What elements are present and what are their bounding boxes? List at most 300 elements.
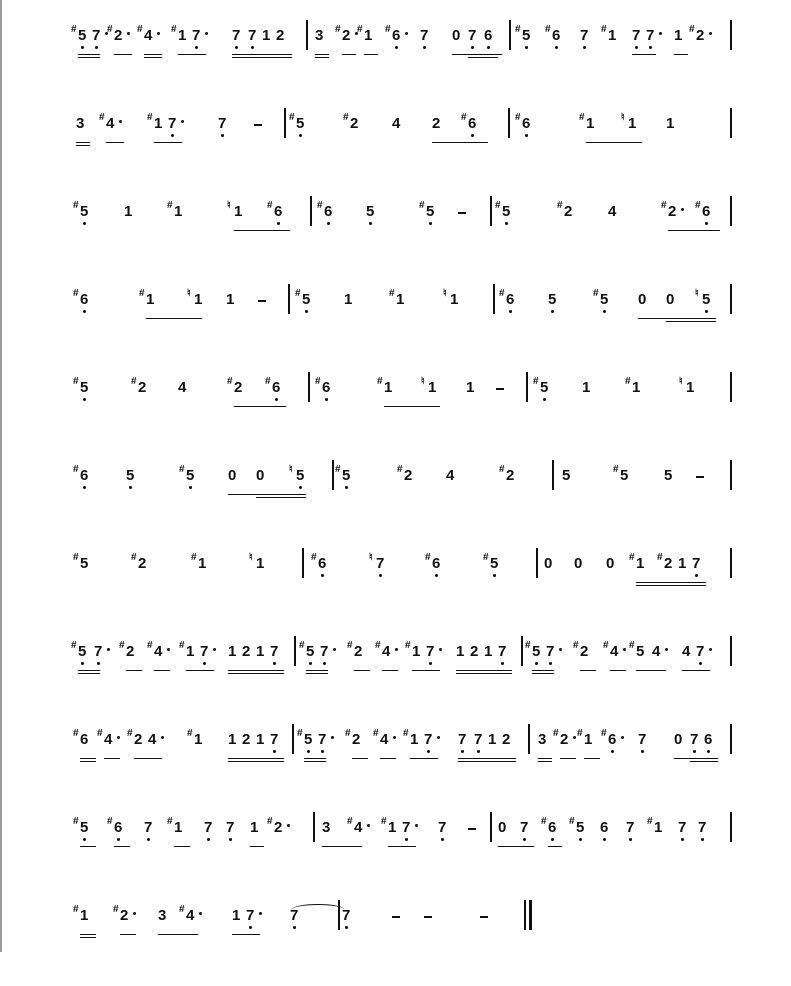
duration-underline <box>410 758 438 759</box>
sharp-sign: # <box>661 200 667 211</box>
note-digit: 7 <box>426 643 435 660</box>
note-digit: 4 <box>106 115 115 132</box>
extension-dash <box>392 916 400 918</box>
note-digit: 7 <box>144 819 153 836</box>
note-digit: 6 <box>506 291 515 308</box>
lower-octave-dot <box>543 398 546 401</box>
duration-underline <box>232 54 292 55</box>
lower-octave-dot <box>427 750 430 753</box>
note-digit: 7 <box>290 907 299 924</box>
barline <box>730 724 732 754</box>
duration-underline <box>178 54 206 55</box>
natural-sign: ♮ <box>369 552 373 563</box>
augmentation-dot <box>395 648 398 651</box>
natural-sign: ♮ <box>187 288 191 299</box>
augmentation-dot <box>133 912 136 915</box>
sharp-sign: # <box>603 640 609 651</box>
lower-octave-dot <box>471 134 474 137</box>
note-digit: 1 <box>228 643 237 660</box>
note-digit: 1 <box>654 819 663 836</box>
note-digit: 5 <box>80 819 89 836</box>
augmentation-dot <box>621 736 624 739</box>
note-digit: 5 <box>576 819 585 836</box>
lower-octave-dot <box>505 222 508 225</box>
sharp-sign: # <box>147 112 153 123</box>
sharp-sign: # <box>397 464 403 475</box>
sharp-sign: # <box>577 728 583 739</box>
note-digit: 0 <box>638 291 647 308</box>
duration-underline <box>315 57 329 58</box>
note-digit: 6 <box>272 379 281 396</box>
note-digit: 4 <box>148 731 157 748</box>
augmentation-dot <box>213 648 216 651</box>
sharp-sign: # <box>515 112 521 123</box>
note-digit: 0 <box>498 819 507 836</box>
extension-dash <box>468 828 476 830</box>
barline <box>526 372 528 402</box>
note-digit: 4 <box>186 907 195 924</box>
note-digit: 2 <box>242 643 251 660</box>
note-digit: 5 <box>540 379 549 396</box>
duration-underline <box>322 846 362 847</box>
note-digit: 6 <box>392 27 401 44</box>
duration-underline <box>114 846 130 847</box>
duration-underline <box>76 142 90 143</box>
note-digit: 4 <box>354 819 363 836</box>
duration-underline <box>458 761 516 762</box>
note-digit: 1 <box>226 291 235 308</box>
duration-underline <box>76 145 90 146</box>
lower-octave-dot <box>221 134 224 137</box>
lower-octave-dot <box>273 662 276 665</box>
sharp-sign: # <box>347 816 353 827</box>
augmentation-dot <box>573 736 576 739</box>
lower-octave-dot <box>129 486 132 489</box>
extension-dash <box>496 388 504 390</box>
duration-underline <box>106 142 124 143</box>
lower-octave-dot <box>203 662 206 665</box>
lower-octave-dot <box>435 574 438 577</box>
duration-underline <box>256 497 306 498</box>
note-digit: 4 <box>610 643 619 660</box>
note-digit: 6 <box>274 203 283 220</box>
sharp-sign: # <box>557 200 563 211</box>
duration-underline <box>144 57 162 58</box>
lower-octave-dot <box>611 750 614 753</box>
sharp-sign: # <box>347 640 353 651</box>
augmentation-dot <box>181 120 184 123</box>
duration-underline <box>174 846 190 847</box>
duration-underline <box>228 758 284 759</box>
note-digit: 4 <box>104 731 113 748</box>
duration-underline <box>234 406 286 407</box>
sharp-sign: # <box>357 24 363 35</box>
augmentation-dot <box>709 32 712 35</box>
note-digit: 6 <box>322 379 331 396</box>
note-digit: 7 <box>232 27 241 44</box>
sharp-sign: # <box>335 464 341 475</box>
note-digit: 5 <box>80 555 89 572</box>
sharp-sign: # <box>569 816 575 827</box>
duration-underline <box>186 670 214 671</box>
score-system-3 <box>70 200 735 282</box>
barline <box>521 636 523 666</box>
sharp-sign: # <box>99 112 105 123</box>
note-digit: 5 <box>78 643 87 660</box>
note-digit: 6 <box>522 115 531 132</box>
note-digit: 1 <box>632 379 641 396</box>
lower-octave-dot <box>277 222 280 225</box>
duration-underline <box>580 670 596 671</box>
note-digit: 4 <box>382 643 391 660</box>
note-digit: 4 <box>682 643 691 660</box>
augmentation-dot <box>199 912 202 915</box>
sharp-sign: # <box>73 464 79 475</box>
augmentation-dot <box>559 648 562 651</box>
sharp-sign: # <box>73 288 79 299</box>
lower-octave-dot <box>477 750 480 753</box>
duration-underline <box>146 318 202 319</box>
note-digit: 6 <box>608 731 617 748</box>
note-digit: 0 <box>452 27 461 44</box>
note-digit: 1 <box>636 555 645 572</box>
barline <box>730 20 732 50</box>
duration-underline <box>384 406 440 407</box>
note-digit: 7 <box>546 643 555 660</box>
note-digit: 4 <box>652 643 661 660</box>
duration-underline <box>315 54 329 55</box>
note-digit: 1 <box>174 203 183 220</box>
natural-sign: ♮ <box>421 376 425 387</box>
note-digit: 7 <box>580 27 589 44</box>
lower-octave-dot <box>309 662 312 665</box>
note-digit: 7 <box>638 731 647 748</box>
note-digit: 2 <box>580 643 589 660</box>
sharp-sign: # <box>311 552 317 563</box>
sharp-sign: # <box>179 640 185 651</box>
lower-octave-dot <box>535 662 538 665</box>
barline <box>294 636 296 666</box>
lower-octave-dot <box>189 486 192 489</box>
lower-octave-dot <box>321 574 324 577</box>
lower-octave-dot <box>171 134 174 137</box>
note-digit: 3 <box>538 731 547 748</box>
barline <box>730 812 732 842</box>
duration-underline <box>538 758 552 759</box>
note-digit: 1 <box>666 115 675 132</box>
duration-underline <box>228 494 306 495</box>
lower-octave-dot <box>299 134 302 137</box>
note-digit: 6 <box>432 555 441 572</box>
lower-octave-dot <box>549 662 552 665</box>
sharp-sign: # <box>97 728 103 739</box>
lower-octave-dot <box>273 750 276 753</box>
lower-octave-dot <box>583 46 586 49</box>
note-digit: 2 <box>138 379 147 396</box>
note-digit: 7 <box>94 643 103 660</box>
lower-octave-dot <box>299 486 302 489</box>
note-digit: 0 <box>574 555 583 572</box>
note-digit: 1 <box>466 379 475 396</box>
note-digit: 7 <box>342 907 351 924</box>
duration-underline <box>532 670 554 671</box>
note-digit: 5 <box>702 291 711 308</box>
note-digit: 5 <box>532 643 541 660</box>
duration-underline <box>306 673 328 674</box>
note-digit: 2 <box>564 203 573 220</box>
augmentation-dot <box>127 32 130 35</box>
barline <box>730 372 732 402</box>
augmentation-dot <box>157 32 160 35</box>
lower-octave-dot <box>525 46 528 49</box>
barline <box>288 284 290 314</box>
note-digit: 1 <box>178 27 187 44</box>
note-digit: 1 <box>384 379 393 396</box>
sharp-sign: # <box>495 200 501 211</box>
note-digit: 6 <box>548 819 557 836</box>
barline <box>284 108 286 138</box>
duration-underline <box>586 142 642 143</box>
sharp-sign: # <box>499 288 505 299</box>
note-digit: 7 <box>520 819 529 836</box>
note-digit: 7 <box>168 115 177 132</box>
lower-octave-dot <box>307 750 310 753</box>
note-digit: 2 <box>506 467 515 484</box>
barline <box>509 20 511 50</box>
note-digit: 6 <box>114 819 123 836</box>
lower-octave-dot <box>249 926 252 929</box>
duration-underline <box>80 846 96 847</box>
lower-octave-dot <box>705 222 708 225</box>
note-digit: 5 <box>502 203 511 220</box>
note-digit: 1 <box>262 27 271 44</box>
duration-underline <box>636 585 706 586</box>
duration-underline <box>304 758 326 759</box>
barline <box>730 460 732 490</box>
note-digit: 7 <box>498 643 507 660</box>
final-barline-thin <box>524 900 526 930</box>
score-system-4 <box>70 288 735 370</box>
extension-dash <box>254 124 262 126</box>
final-barline-thick <box>529 900 532 930</box>
lower-octave-dot <box>207 838 210 841</box>
augmentation-dot <box>119 120 122 123</box>
lower-octave-dot <box>579 838 582 841</box>
sharp-sign: # <box>167 200 173 211</box>
note-digit: 0 <box>228 467 237 484</box>
barline <box>552 460 554 490</box>
note-digit: 2 <box>696 27 705 44</box>
note-digit: 1 <box>146 291 155 308</box>
score-system-1 <box>70 24 735 106</box>
sharp-sign: # <box>179 464 185 475</box>
lower-octave-dot <box>369 222 372 225</box>
sharp-sign: # <box>107 24 113 35</box>
duration-underline <box>666 321 716 322</box>
lower-octave-dot <box>97 662 100 665</box>
note-digit: 7 <box>226 819 235 836</box>
sharp-sign: # <box>137 24 143 35</box>
note-digit: 5 <box>664 467 673 484</box>
duration-underline <box>228 761 284 762</box>
page-left-edge <box>0 0 2 952</box>
augmentation-dot <box>659 32 662 35</box>
augmentation-dot <box>333 648 336 651</box>
note-digit: 1 <box>628 115 637 132</box>
sharp-sign: # <box>131 376 137 387</box>
note-digit: 1 <box>396 291 405 308</box>
sharp-sign: # <box>345 728 351 739</box>
barline <box>332 460 334 490</box>
natural-sign: ♮ <box>695 288 699 299</box>
note-digit: 7 <box>698 819 707 836</box>
lower-octave-dot <box>493 574 496 577</box>
barline <box>292 724 294 754</box>
note-digit: 6 <box>80 467 89 484</box>
lower-octave-dot <box>429 662 432 665</box>
note-digit: 2 <box>242 731 251 748</box>
lower-octave-dot <box>701 838 704 841</box>
duration-underline <box>452 54 502 55</box>
duration-underline <box>432 142 488 143</box>
tie-arc <box>292 904 344 915</box>
note-digit: 5 <box>80 203 89 220</box>
duration-underline <box>80 758 96 759</box>
sharp-sign: # <box>167 816 173 827</box>
duration-underline <box>354 670 370 671</box>
sharp-sign: # <box>127 728 133 739</box>
lower-octave-dot <box>629 838 632 841</box>
note-digit: 1 <box>584 731 593 748</box>
sharp-sign: # <box>593 288 599 299</box>
note-digit: 5 <box>296 115 305 132</box>
barline <box>493 284 495 314</box>
lower-octave-dot <box>117 838 120 841</box>
lower-octave-dot <box>235 46 238 49</box>
augmentation-dot <box>167 648 170 651</box>
note-digit: 6 <box>318 555 327 572</box>
lower-octave-dot <box>487 46 490 49</box>
lower-octave-dot <box>327 222 330 225</box>
augmentation-dot <box>393 736 396 739</box>
note-digit: 6 <box>80 731 89 748</box>
lower-octave-dot <box>195 46 198 49</box>
natural-sign: ♮ <box>443 288 447 299</box>
lower-octave-dot <box>551 310 554 313</box>
note-digit: 7 <box>92 27 101 44</box>
barline <box>730 636 732 666</box>
note-digit: 4 <box>392 115 401 132</box>
sharp-sign: # <box>299 640 305 651</box>
barline <box>306 20 308 50</box>
duration-underline <box>668 230 720 231</box>
note-digit: 1 <box>344 291 353 308</box>
note-digit: 7 <box>420 27 429 44</box>
note-digit: 7 <box>320 643 329 660</box>
sharp-sign: # <box>377 376 383 387</box>
note-digit: 1 <box>174 819 183 836</box>
note-digit: 7 <box>270 731 279 748</box>
sharp-sign: # <box>373 728 379 739</box>
sharp-sign: # <box>71 640 77 651</box>
note-digit: 7 <box>468 27 477 44</box>
note-digit: 2 <box>276 27 285 44</box>
duration-underline <box>690 761 718 762</box>
duration-underline <box>674 758 718 759</box>
lower-octave-dot <box>603 310 606 313</box>
note-digit: 7 <box>692 555 701 572</box>
note-digit: 6 <box>468 115 477 132</box>
note-digit: 2 <box>354 643 363 660</box>
note-digit: 7 <box>690 731 699 748</box>
note-digit: 1 <box>256 555 265 572</box>
augmentation-dot <box>709 648 712 651</box>
note-digit: 2 <box>234 379 243 396</box>
note-digit: 1 <box>678 555 687 572</box>
duration-underline <box>80 934 96 935</box>
note-digit: 1 <box>586 115 595 132</box>
sharp-sign: # <box>131 552 137 563</box>
note-digit: 2 <box>470 643 479 660</box>
duration-underline <box>228 670 284 671</box>
sharp-sign: # <box>629 640 635 651</box>
note-digit: 2 <box>120 907 129 924</box>
augmentation-dot <box>367 824 370 827</box>
lower-octave-dot <box>441 838 444 841</box>
lower-octave-dot <box>551 838 554 841</box>
natural-sign: ♮ <box>249 552 253 563</box>
note-digit: 1 <box>256 643 265 660</box>
sharp-sign: # <box>179 904 185 915</box>
barline <box>313 812 315 842</box>
note-digit: 1 <box>186 643 195 660</box>
extension-dash <box>258 300 266 302</box>
note-digit: 1 <box>364 27 373 44</box>
lower-octave-dot <box>293 926 296 929</box>
duration-underline <box>232 934 260 935</box>
barline <box>490 196 492 226</box>
note-digit: 7 <box>626 819 635 836</box>
sharp-sign: # <box>73 376 79 387</box>
note-digit: 1 <box>198 555 207 572</box>
duration-underline <box>538 761 552 762</box>
duration-underline <box>636 582 706 583</box>
sharp-sign: # <box>343 112 349 123</box>
duration-underline <box>104 758 120 759</box>
sharp-sign: # <box>389 288 395 299</box>
sharp-sign: # <box>601 728 607 739</box>
duration-underline <box>610 670 626 671</box>
note-digit: 1 <box>450 291 459 308</box>
note-digit: 4 <box>380 731 389 748</box>
sharp-sign: # <box>515 24 521 35</box>
lower-octave-dot <box>83 222 86 225</box>
sharp-sign: # <box>613 464 619 475</box>
lower-octave-dot <box>461 750 464 753</box>
note-digit: 7 <box>678 819 687 836</box>
duration-underline <box>114 54 132 55</box>
duration-underline <box>144 54 162 55</box>
duration-underline <box>638 318 716 319</box>
sharp-sign: # <box>375 640 381 651</box>
duration-underline <box>120 934 136 935</box>
note-digit: 3 <box>322 819 331 836</box>
duration-underline <box>78 670 100 671</box>
lower-octave-dot <box>83 838 86 841</box>
note-digit: 7 <box>318 731 327 748</box>
lower-octave-dot <box>501 662 504 665</box>
sharp-sign: # <box>187 728 193 739</box>
